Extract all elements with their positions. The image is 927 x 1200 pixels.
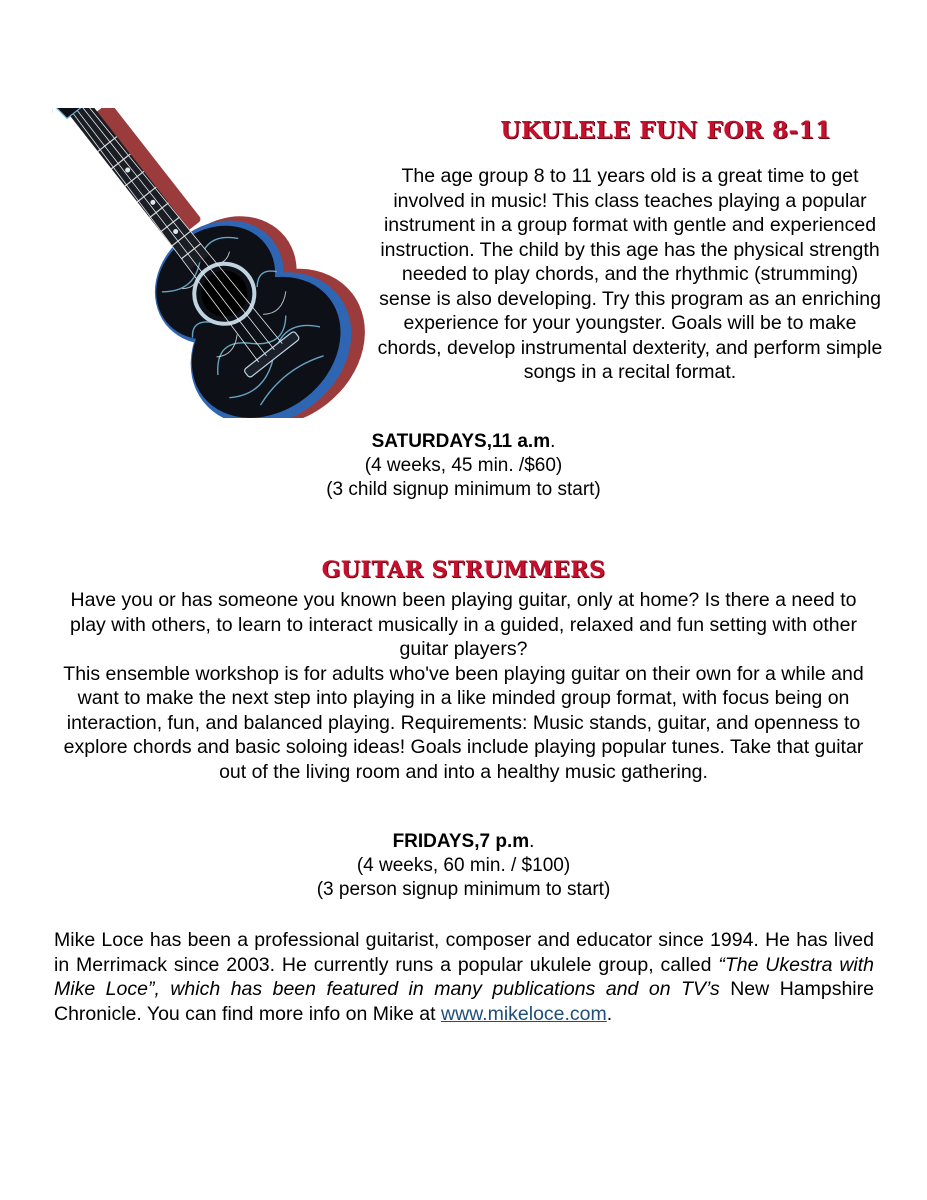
guitar-duration: (4 weeks, 60 min. / $100) [356, 855, 571, 876]
ukulele-duration: (4 weeks, 45 min. /$60) [364, 455, 563, 476]
ukulele-minimum: (3 child signup minimum to start) [326, 479, 601, 500]
instructor-bio [54, 928, 874, 1026]
ukulele-day-suffix: . [550, 431, 556, 452]
website-link[interactable]: www.mikeloce.com [440, 1002, 607, 1025]
bio-text-1: Mike Loce has been a professional guitarist, composer and educator since 1994. He has lived in Merrimack since 2003. He currently runs a popular ukulele group, called [54, 929, 874, 976]
guitar-minimum: (3 person signup minimum to start) [316, 879, 611, 900]
bio-end: . [606, 1002, 613, 1025]
guitar-description [50, 588, 877, 784]
guitar-day: FRIDAYS,7 p.m [392, 831, 530, 852]
guitar-paragraph-1: Have you or has someone you known been playing guitar, only at home? Is there a need to play with others, to learn to interact musically in a guided, relaxed and fun setting with other guitar players? [70, 589, 857, 660]
ukulele-day: SATURDAYS,11 a.m [371, 431, 551, 452]
ukulele-schedule [0, 430, 927, 502]
guitar-day-suffix: . [529, 831, 535, 852]
bio-italic-text: “The Ukestra with Mike Loce”, which has been featured in many publications and on TV’s [54, 953, 874, 1000]
ukulele-description: The age group 8 to 11 years old is a great time to get involved in music! This class teaches playing a popular instrument in a group format with gentle and experienced instruction. The child by this age has the physical strength needed to play chords, and the rhythmic (strumming) sense is also developing. Try this program as an enriching experience for your youngster. Goals will be to make chords, develop instrumental dexterity, and perform simple songs in a recital format. [377, 165, 883, 383]
guitar-schedule [0, 830, 927, 902]
ukulele-illustration [52, 108, 377, 418]
ukulele-section-title: UKULELE FUN FOR 8-11 [500, 117, 832, 144]
bio-text-2: New Hampshire Chronicle. You can find more info on Mike at [54, 978, 874, 1025]
guitar-paragraph-2: This ensemble workshop is for adults who've been playing guitar on their own for a while and want to make the next step into playing in a like minded group format, with focus being on interaction, fun, and balanced playing. Requirements: Music stands, guitar, and openness to explore chords and basic soloing ideas! Goals include playing popular tunes. Take that guitar out of the living room and into a healthy music gathering. [63, 662, 864, 783]
guitar-section-title: GUITAR STRUMMERS [321, 557, 606, 583]
